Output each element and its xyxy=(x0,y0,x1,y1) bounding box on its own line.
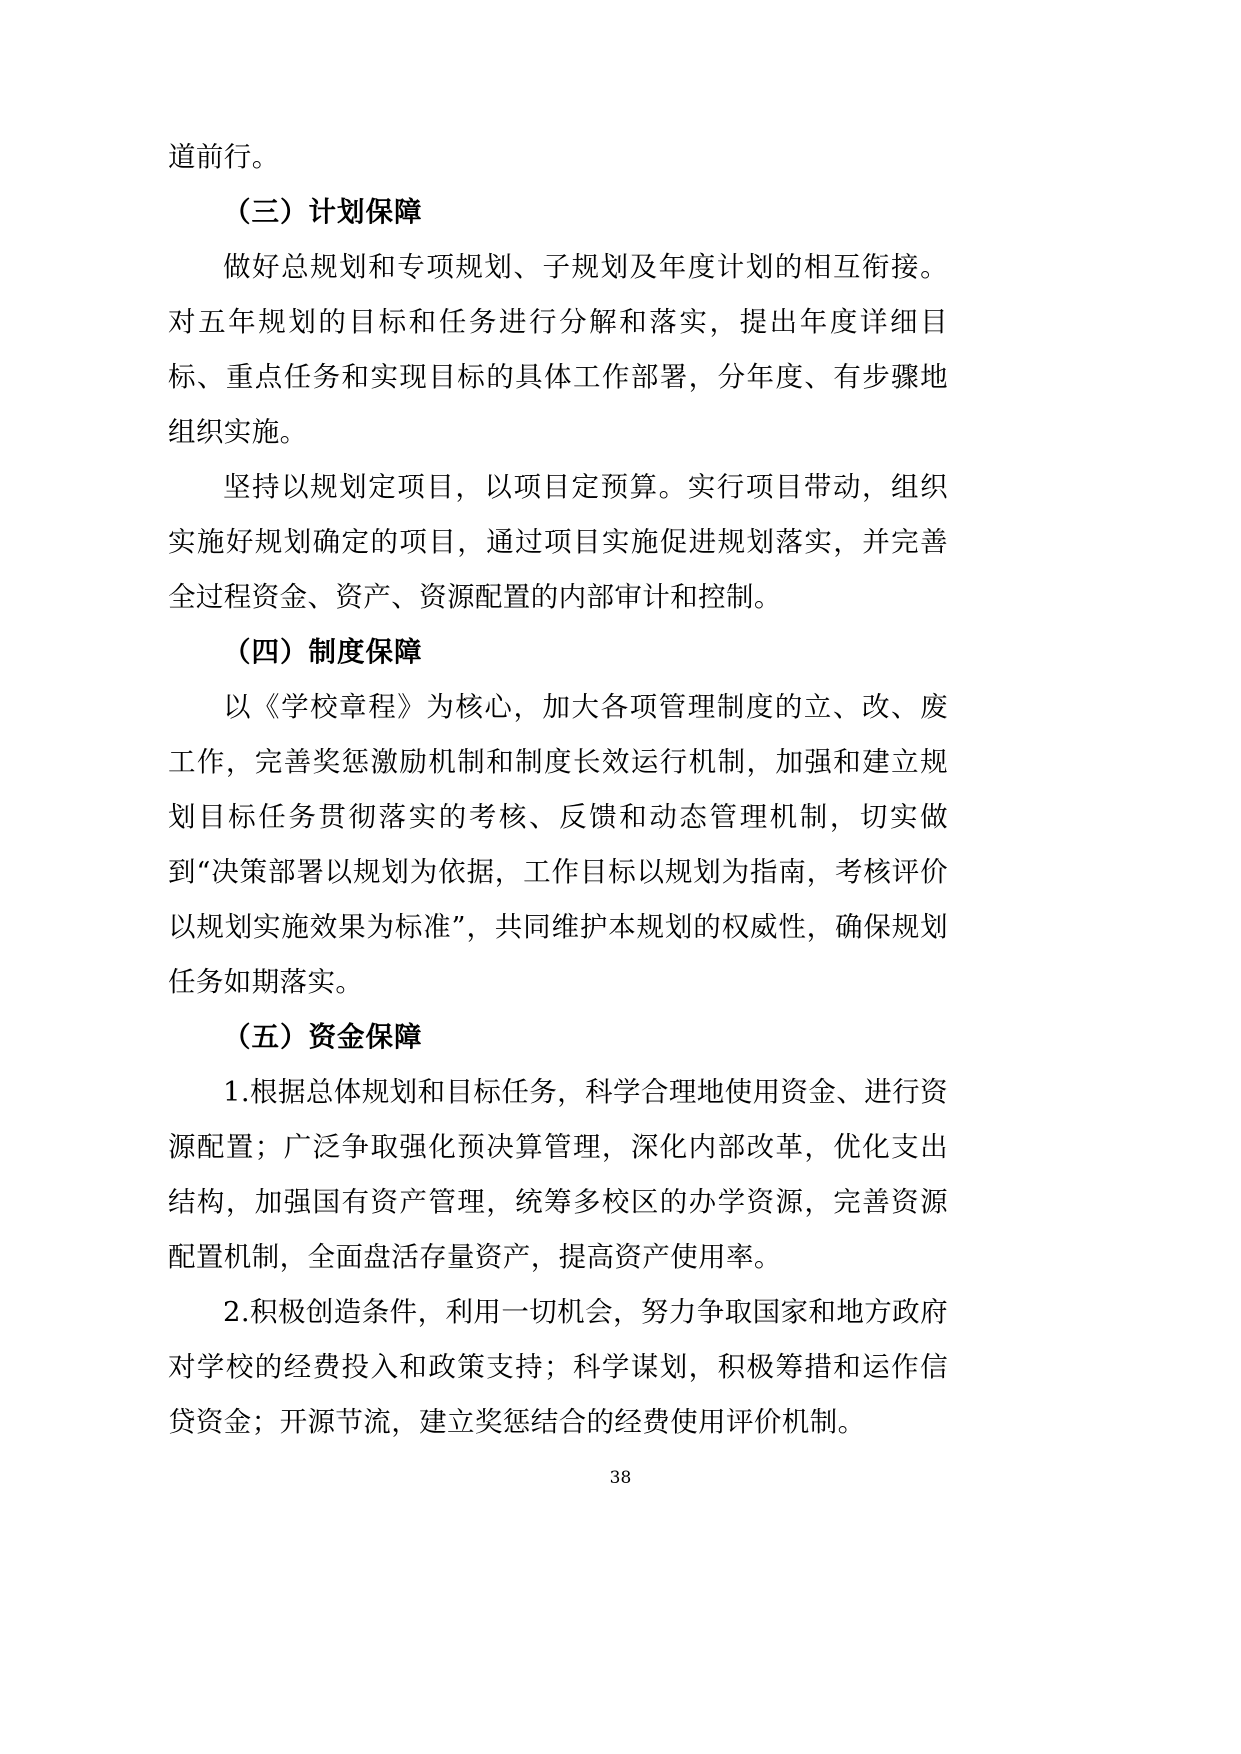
section-heading-3: （三）计划保障 xyxy=(223,196,423,228)
page-content xyxy=(168,130,948,1450)
page-number: 38 xyxy=(609,1468,632,1488)
paragraph-plan-1: 做好总规划和专项规划、子规划及年度计划的相互衔接。对五年规划的目标和任务进行分解和落实，提出年度详细目标、重点任务和实现目标的具体工作部署，分年度、有步骤地组织实施。 xyxy=(168,251,948,448)
paragraph-funding-1: 1.根据总体规划和目标任务，科学合理地使用资金、进行资源配置；广泛争取强化预决算管理，深化内部改革，优化支出结构，加强国有资产管理，统筹多校区的办学资源，完善资源配置机制，全面盘活存量资产，提高资产使用率。 xyxy=(168,1076,948,1273)
section-heading-4: （四）制度保障 xyxy=(223,636,423,668)
paragraph-continuation: 道前行。 xyxy=(168,141,280,173)
section-heading-5: （五）资金保障 xyxy=(223,1021,423,1053)
paragraph-plan-2: 坚持以规划定项目，以项目定预算。实行项目带动，组织实施好规划确定的项目，通过项目实施促进规划落实，并完善全过程资金、资产、资源配置的内部审计和控制。 xyxy=(168,471,948,613)
paragraph-funding-2: 2.积极创造条件，利用一切机会，努力争取国家和地方政府对学校的经费投入和政策支持；科学谋划，积极筹措和运作信贷资金；开源节流，建立奖惩结合的经费使用评价机制。 xyxy=(168,1296,948,1438)
paragraph-system-1: 以《学校章程》为核心，加大各项管理制度的立、改、废工作，完善奖惩激励机制和制度长效运行机制，加强和建立规划目标任务贯彻落实的考核、反馈和动态管理机制，切实做到“决策部署以规划为依据，工作目标以规划为指南，考核评价以规划实施效果为标准”，共同维护本规划的权威性，确保规划任务如期落实。 xyxy=(168,691,948,998)
